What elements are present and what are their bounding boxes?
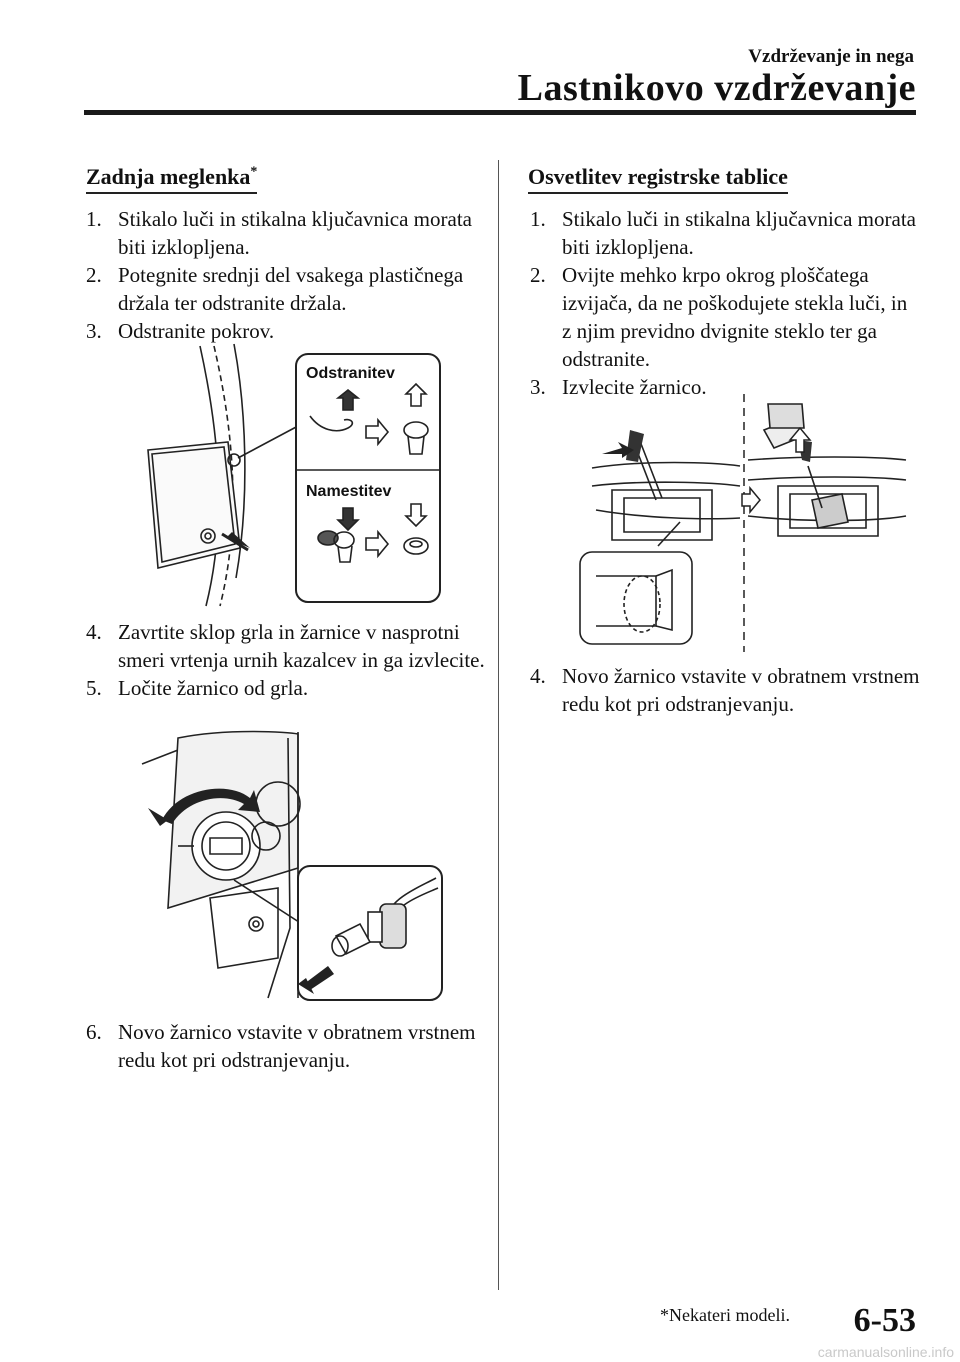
list-item: 3. Odstranite pokrov. [86, 319, 275, 343]
steps-list-left-a [86, 205, 486, 345]
watermark: carmanualsonline.info [817, 1344, 954, 1360]
column-divider [498, 160, 499, 1290]
list-item: 1. Stikalo luči in stikalna ključavnica morata biti izklopljena. [86, 207, 472, 259]
list-item: 2. Ovijte mehko krpo okrog ploščatega izvijača, da ne poškodujete stekla luči, in z njim previdno dvignite steklo ter ga odstranite. [530, 263, 908, 371]
section-title-text: Osvetlitev registrske tablice [528, 164, 788, 194]
list-item: 3. Izvlecite žarnico. [530, 375, 707, 399]
list-item: 1. Stikalo luči in stikalna ključavnica morata biti izklopljena. [530, 207, 916, 259]
label-install: Namestitev [306, 483, 392, 500]
footnote: *Nekateri modeli. [660, 1305, 790, 1325]
chapter-title: Lastnikovo vzdrževanje [517, 67, 916, 109]
list-item: 4. Zavrtite sklop grla in žarnice v nasprotni smeri vrtenja urnih kazalcev in ga izvlecite. [86, 620, 485, 672]
list-item: 6. Novo žarnico vstavite v obratnem vrstnem redu kot pri odstranjevanju. [86, 1020, 476, 1072]
page-number: 6-53 [853, 1302, 916, 1339]
license-lamp-illustration [572, 390, 912, 654]
fog-lamp-cover-illustration [138, 338, 446, 610]
steps-list-right-a [530, 205, 920, 401]
section-title-license-light [528, 164, 788, 194]
steps-list-right-b [530, 662, 920, 718]
header-rule [84, 110, 916, 115]
section-title-text: Zadnja meglenka [86, 164, 251, 189]
steps-list-left-c [86, 1018, 486, 1074]
fog-bulb-socket-illustration [138, 728, 446, 1004]
label-remove: Odstranitev [306, 365, 395, 382]
list-item: 2. Potegnite srednji del vsakega plastičnega držala ter odstranite držala. [86, 263, 464, 315]
optional-mark: * [250, 164, 258, 180]
list-item: 5. Ločite žarnico od grla. [86, 676, 309, 700]
list-item: 4. Novo žarnico vstavite v obratnem vrstnem redu kot pri odstranjevanju. [530, 664, 920, 716]
steps-list-left-b [86, 618, 486, 702]
chapter-subtitle: Vzdrževanje in nega [748, 46, 914, 67]
section-title-rear-fog [86, 164, 257, 194]
